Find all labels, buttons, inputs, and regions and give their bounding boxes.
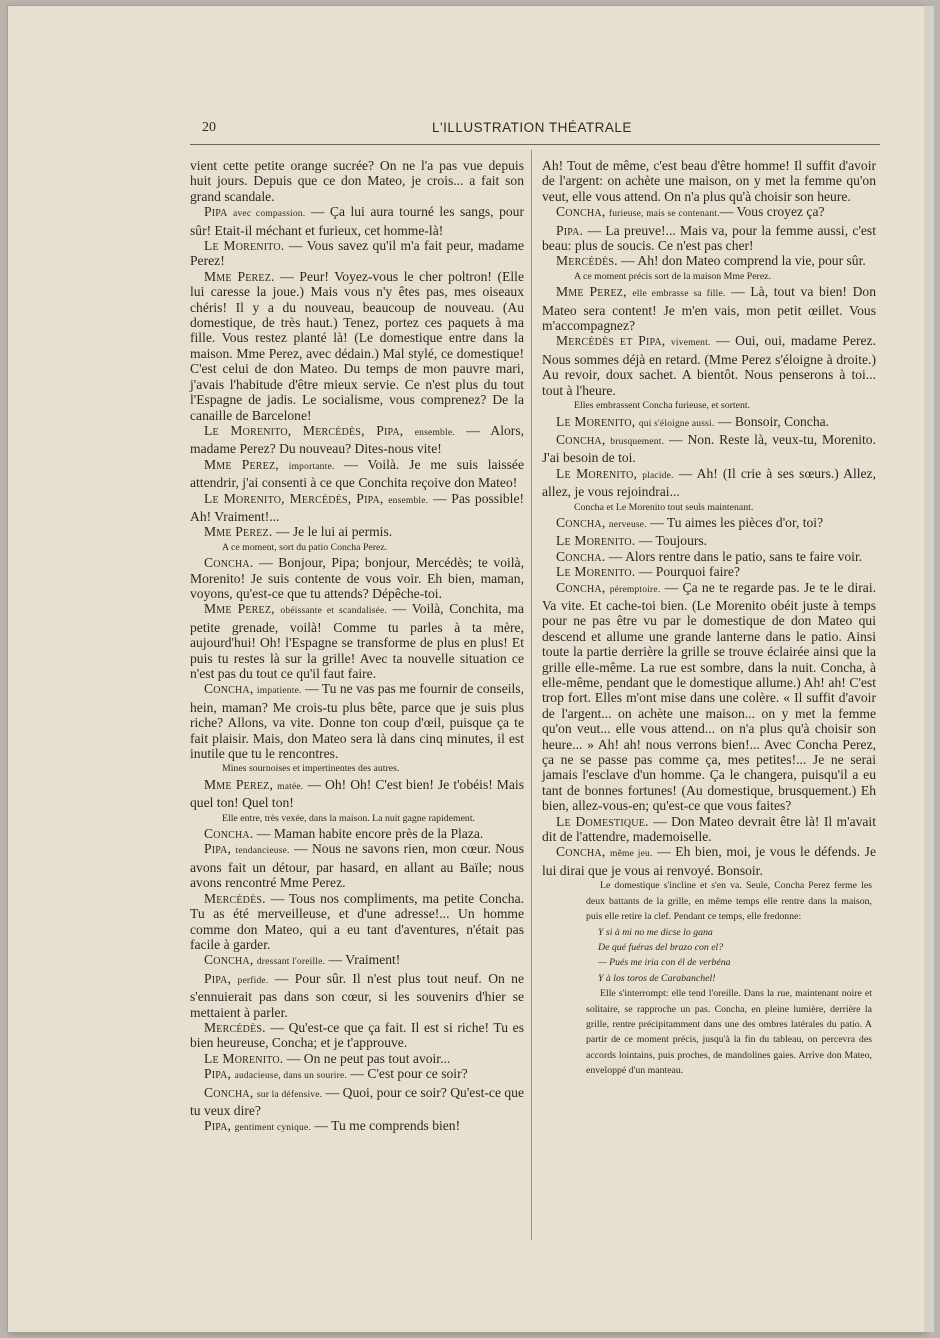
stage-direction: Elles embrassent Concha furieuse, et sortent. [574,400,751,412]
dialogue-text: — Pour sûr. Il n'est plus tout neuf. On ne s'ennuierait pas dans son cœur, si les souvenirs d'hier se mettaient à parler. [190,970,524,1020]
dialogue-line [542,549,876,564]
stage-direction-inline: péremptoire. [609,584,661,595]
dialogue-text: — Ah! (Il crie à ses sœurs.) Allez, allez, je vous rejoindrai... [542,465,876,500]
stage-direction: A ce moment précis sort de la maison Mme Perez. [574,270,771,282]
dialogue-text: — Tu aimes les pièces d'or, toi? [646,514,824,530]
speaker-name: Pipa, [204,1066,232,1082]
dialogue-text: — Non. Reste là, veux-tu, Morenito. J'ai besoin de toi. [542,431,876,466]
song-verse: Y à los toros de Carabanchel! [598,972,716,984]
dialogue-text: — Peur! Voyez-vous le cher poltron! (Elle lui caresse la joue.) Mais vous n'y êtes pas, mes oiseaux chéris! Il y a du nouveau, beaucoup de nouveau. (Au domestique, de très haut.) Tenez, portez ces paquets à ma fille. Vous restez planté là! (Le domestique entre dans la maison. Mme Perez, avec dédain.) Mal stylé, ce domestique! C'est celui de don Mateo. Du temps de mon pauvre mari, j'avais l'habitude d'être mieux servie. Ce n'est plus du tout l'Espagne de jadis. Le socialisme, vous comprenez? De la canaille de Barcelone! [190,268,524,423]
dialogue-line [542,466,876,500]
dialogue-line [190,555,524,601]
stage-direction-inline: impatiente. [256,686,302,697]
stage-direction-inline: perfide. [237,975,269,986]
speaker-name: Mercédès. [556,253,618,269]
dialogue-text: — Ça ne te regarde pas. Je te le dirai. Va vite. Et cache-toi bien. (Le Morenito obéit juste à temps pour ne pas être vu par le domestique de don Mateo qui descend et allume une grande lanterne dans le patio. Ainsi toute la partie derrière la grille se trouve éclairée ainsi que la grille elle-même. La rue est sombre, dans la nuit. Concha, à elle-même, pendant que le domestique allume.) Ah! ah! C'est trop fort. Elles m'ont mise dans une colère. « Il suffit d'avoir de l'argent... on achète une maison... on y met la femme qu'on veut... elle vous attend... on n'a plus qu'à choisir son heure... » Ah! ah! nous verrons bien!... Avec Concha Perez, ça ne se passe pas comme ça, mes petites!... Je ne serai jamais l'esclave d'un homme. Ça le changera, puisqu'il a eu tant de bonnes fortunes! (Au domestique, brusquement.) Eh bien, allez-vous-en; qu'est-ce que vous faites? [542,579,876,814]
dialogue-line [190,681,524,761]
stage-direction-inline: qui s'éloigne aussi. [638,418,715,429]
speaker-name: Mme Perez, [556,284,627,300]
speaker-name: Concha. [204,826,254,842]
dialogue-text: — Oh! Oh! C'est bien! Je t'obéis! Mais quel ton! Quel ton! [190,776,524,811]
right-column [542,158,876,1079]
speaker-name: Mme Perez, [204,601,275,617]
speaker-name: Le Morenito. [556,564,636,580]
dialogue-line [542,432,876,466]
speaker-name: Concha, [204,1084,254,1100]
speaker-name: Concha, [204,952,254,968]
speaker-name: Concha, [204,681,254,697]
dialogue-line [190,491,524,525]
dialogue-line [190,524,524,539]
dialogue-text: — Tu me comprends bien! [310,1118,461,1134]
dialogue-line [542,333,876,398]
stage-direction-inline: importante. [288,461,335,472]
dialogue-text: — Vous croyez ça? [719,204,825,220]
dialogue-line [542,844,876,878]
dialogue-line [190,423,524,457]
dialogue-line [542,814,876,845]
stage-direction: Concha et Le Morenito tout seuls maintenant. [574,501,754,513]
page-edge [924,6,934,1332]
dialogue-text: — Je le lui ai permis. [272,524,393,540]
speaker-name: Mme Perez. [204,524,273,540]
column-divider [531,150,532,1240]
stage-direction-inline: dressant l'oreille. [256,957,326,968]
speaker-name: Le Morenito, [556,413,636,429]
dialogue-line [190,457,524,491]
dialogue-text: — Qu'est-ce que ça fait. Il est si riche! Tu es bien heureuse, Concha; et je t'approuve. [190,1019,524,1051]
stage-direction-inline: même jeu. [610,849,653,860]
page-number: 20 [202,120,216,135]
left-column [190,158,524,1137]
speaker-name: Mme Perez. [204,268,275,284]
stage-direction-inline: brusquement. [610,436,665,447]
speaker-name: Mercédès. [204,890,266,906]
speaker-name: Le Morenito. [204,238,285,254]
dialogue-line [542,533,876,548]
header-rule [190,144,880,145]
speaker-name: Le Domestique. [556,813,649,829]
dialogue-text: — Bonjour, Pipa; bonjour, Mercédès; te voilà, Morenito! Je suis contente de vous voir. Eh bien, maman, voyons, qu'est-ce que tu attends? Dépêche-toi. [190,555,524,601]
dialogue-line [190,952,524,970]
dialogue-line [190,1118,524,1136]
dialogue-line [190,1066,524,1084]
speaker-name: Pipa, [204,1118,232,1134]
stage-direction-inline: avec compassion. [233,209,306,220]
dialogue-text: — Quoi, pour ce soir? Qu'est-ce que tu veux dire? [190,1084,525,1118]
dialogue-text: — Don Mateo devrait être là! Il m'avait dit de l'attendre, mademoiselle. [542,813,876,845]
dialogue-text: — Oui, oui, madame Perez. Nous sommes déjà en retard. (Mme Perez s'éloigne à droite.) Au revoir, doux sachet. A bientôt. Nous penserons à toi... tout à l'heure. [542,333,876,398]
stage-direction-inline: elle embrasse sa fille. [632,289,726,300]
stage-direction-inline: gentiment cynique. [234,1123,311,1134]
stage-direction-inline: nerveuse. [608,519,647,530]
dialogue-line [190,841,524,890]
dialogue-line [190,891,524,953]
stage-direction: Elle entre, très vexée, dans la maison. La nuit gagne rapidement. [222,812,475,824]
stage-direction: A ce moment, sort du patio Concha Perez. [222,541,388,553]
paragraph: Ah! Tout de même, c'est beau d'être homme! Il suffit d'avoir de l'argent: on achète une maison, on y met la femme qu'on veut, elle vous attend. On n'a plus qu'à choisir son heure. [542,158,876,204]
speaker-name: Le Morenito, [556,465,638,481]
speaker-name: Mercédès et Pipa, [556,333,666,349]
dialogue-text: — Nous ne savons rien, mon cœur. Nous avons fait un détour, par hasard, en allant au Baïle; nous avons rencontré Mme Perez. [190,841,524,891]
speaker-name: Concha, [556,579,606,595]
dialogue-text: — Ah! don Mateo comprend la vie, pour sûr. [617,253,866,269]
dialogue-line [542,414,876,432]
dialogue-text: — Alors, madame Perez? Du nouveau? Dites-nous vite! [190,422,525,457]
speaker-name: Mme Perez, [204,776,274,792]
running-title: L'ILLUSTRATION THÉATRALE [432,120,632,135]
stage-direction-block: Le domestique s'incline et s'en va. Seule, Concha Perez ferme les deux battants de la grille, en même temps elle rentre dans la maison, puis elle retire la clef. Pendant ce temps, elle fredonne: [586,880,872,923]
dialogue-text: — Maman habite encore près de la Plaza. [253,826,484,842]
speaker-name: Concha, [556,431,606,447]
stage-direction-inline: audacieuse, dans un sourire. [234,1071,348,1082]
stage-direction-inline: sur la défensive. [256,1089,323,1100]
speaker-name: Mercédès. [204,1019,266,1035]
dialogue-text: — Ça lui aura tourné les sangs, pour sûr! Etait-il méchant et furieux, cet homme-là! [190,204,524,238]
stage-direction-inline: placide. [642,470,674,481]
dialogue-text: — On ne peut pas tout avoir... [283,1050,451,1066]
dialogue-line [542,223,876,254]
dialogue-text: — Eh bien, moi, je vous le défends. Je lui dirai que je vous ai renvoyé. Bonsoir. [542,844,876,878]
dialogue-text: — Pas possible! Ah! Vraiment!... [190,490,525,524]
dialogue-line [542,564,876,579]
dialogue-text: — Vous savez qu'il m'a fait peur, madame Perez! [190,238,524,269]
dialogue-line [190,269,524,423]
dialogue-text: — Vraiment! [325,952,401,968]
speaker-name: Concha. [556,548,606,564]
dialogue-line [190,971,524,1020]
speaker-name: Mme Perez, [204,456,279,472]
stage-direction-inline: obéissante et scandalisée. [280,606,387,617]
dialogue-line [542,284,876,333]
stage-direction-inline: tendancieuse. [235,846,290,857]
dialogue-text: — Tous nos compliments, ma petite Concha. Tu as été merveilleuse, et d'une adresse!... Un homme comme don Mateo, qui a eu tant d'aventures, n'était pas facile à garder. [190,890,524,952]
dialogue-line [542,253,876,268]
dialogue-text: — La preuve!... Mais va, pour la femme aussi, c'est beau: plus de soucis. Ce n'est pas cher! [542,222,876,254]
speaker-name: Pipa, [204,841,232,857]
speaker-name: Le Morenito, Mercédès, Pipa, [204,490,384,506]
stage-direction-inline: matée. [277,781,304,792]
speaker-name: Concha. [204,555,254,571]
paragraph: vient cette petite orange sucrée? On ne l'a pas vue depuis huit jours. Depuis que ce don Mateo, je crois... a fait son grand scandale. [190,158,524,204]
page-header [202,120,882,138]
dialogue-line [190,204,524,238]
dialogue-line [542,515,876,533]
dialogue-text: — Alors rentre dans le patio, sans te faire voir. [605,548,863,564]
stage-direction-inline: ensemble. [388,495,429,506]
dialogue-line [542,580,876,814]
speaker-name: Le Morenito. [556,533,636,549]
speaker-name: Pipa, [204,970,232,986]
dialogue-line [190,601,524,681]
stage-direction-block: Elle s'interrompt: elle tend l'oreille. Dans la rue, maintenant noire et solitaire, se rapproche un pas. Concha, en pleine lumière, derrière la grille, rentre précipitamment dans une des ombres latérales du patio. A partir de ce moment précis, jusqu'à la fin du tableau, on percevra des accords lointains, puis proches, de mandolines gaies. Arrive don Mateo, enveloppé d'un manteau. [586,988,872,1077]
speaker-name: Concha, [556,844,606,860]
speaker-name: Le Morenito, Mercédès, Pipa, [204,422,404,438]
song-verse: De qué fuéras del brazo con el? [598,941,724,953]
dialogue-line [190,1051,524,1066]
dialogue-text: — Pourquoi faire? [635,564,740,580]
speaker-name: Concha, [556,204,606,220]
dialogue-text: — Voilà, Conchita, ma petite grenade, voilà! Comme tu parles à ta mère, aujourd'hui! Oh! l'Espagne se transforme de plus en plus! Et puis tu restes là sur la grille! Avec ta nouvelle situation ce n'est pas du tout ce qu'il faut faire. [190,601,524,681]
dialogue-text: — Bonsoir, Concha. [714,413,830,429]
dialogue-line [190,238,524,269]
speaker-name: Pipa [204,204,228,220]
song-verse: — Pués me iria con él de verbéna [598,957,731,969]
dialogue-line [190,1020,524,1051]
dialogue-text: — Tu ne vas pas me fournir de conseils, hein, maman? Me crois-tu plus bête, parce que je suis plus riche? Allons, va vite. Donne ton coup d'œil, puisque ça te fait plaisir. Mais, don Mateo sera là dans cinq minutes, il est inutile que tu le rencontres. [190,681,524,762]
dialogue-line [190,777,524,811]
song-verse: Y si à mi no me dicse lo gana [598,926,713,938]
dialogue-text: — C'est pour ce soir? [347,1066,468,1082]
dialogue-line [190,1085,524,1119]
stage-direction: Mines sournoises et impertinentes des autres. [222,763,400,775]
dialogue-text: — Voilà. Je me suis laissée attendrir, j'ai consenti à ce que Conchita reçoive don Mateo! [190,456,524,491]
stage-direction-inline: ensemble. [414,427,455,438]
stage-direction-inline: vivement. [670,338,711,349]
dialogue-line [190,826,524,841]
speaker-name: Pipa. [556,222,584,238]
speaker-name: Le Morenito. [204,1050,284,1066]
dialogue-line [542,204,876,222]
stage-direction-inline: furieuse, mais se contenant. [608,209,720,220]
speaker-name: Concha, [556,514,606,530]
dialogue-text: — Là, tout va bien! Don Mateo sera content! Je m'en vais, mon petit œillet. Vous m'accompagnez? [542,284,876,334]
dialogue-text: — Toujours. [635,533,708,549]
